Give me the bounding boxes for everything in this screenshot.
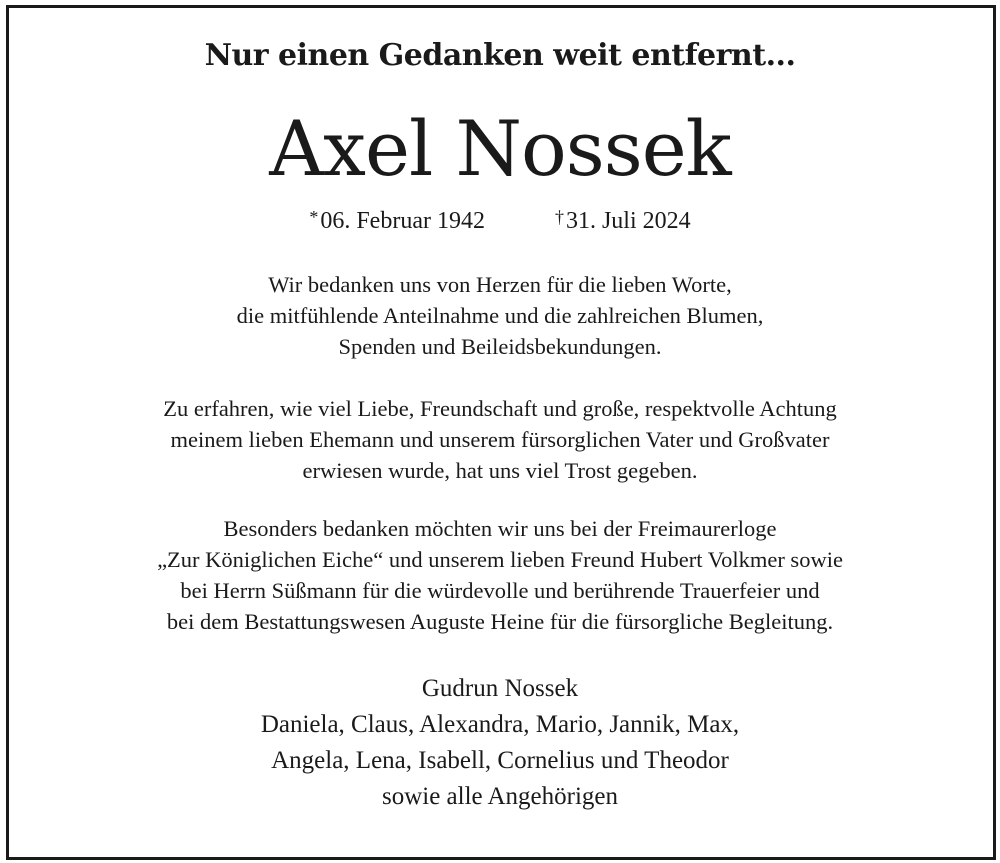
signatory-line: sowie alle Angehörigen — [381, 783, 619, 810]
signatory-line: Angela, Lena, Isabell, Cornelius und Theodor — [271, 747, 729, 774]
life-dates — [0, 200, 1000, 238]
paragraph-line: Besonders bedanken möchten wir uns bei der Freimaurerloge — [223, 516, 777, 541]
death-date: 31. Juli 2024 — [565, 208, 691, 234]
thanks-paragraph-3 — [0, 513, 1000, 637]
death-date-group — [555, 200, 691, 238]
thanks-paragraph-2 — [0, 393, 1000, 486]
signatory-line: Daniela, Claus, Alexandra, Mario, Jannik, Max, — [260, 711, 740, 738]
paragraph-line: Zu erfahren, wie viel Liebe, Freundschaft und große, respektvolle Achtung — [163, 396, 837, 421]
deceased-name: Axel Nossek — [269, 104, 731, 193]
birth-date: 06. Februar 1942 — [320, 208, 485, 234]
paragraph-line: erwiesen wurde, hat uns viel Trost gegeben. — [302, 458, 698, 483]
paragraph-line: meinem lieben Ehemann und unserem fürsorglichen Vater und Großvater — [170, 427, 830, 452]
signatory-line: Gudrun Nossek — [421, 675, 579, 702]
paragraph-line: bei Herrn Süßmann für die würdevolle und berührende Trauerfeier und — [180, 578, 820, 603]
paragraph-line: „Zur Königlichen Eiche“ und unserem lieben Freund Hubert Volkmer sowie — [157, 547, 843, 572]
paragraph-line: die mitfühlende Anteilnahme und die zahlreichen Blumen, — [236, 303, 764, 328]
thanks-paragraph-1 — [0, 269, 1000, 362]
birth-symbol: * — [309, 207, 319, 227]
signatories — [0, 671, 1000, 815]
paragraph-line: Wir bedanken uns von Herzen für die lieben Worte, — [268, 272, 732, 297]
death-symbol: † — [554, 207, 564, 227]
paragraph-line: bei dem Bestattungswesen Auguste Heine für die fürsorgliche Begleitung. — [166, 609, 834, 634]
headline: Nur einen Gedanken weit entfernt... — [204, 38, 796, 73]
birth-date-group — [309, 200, 485, 238]
paragraph-line: Spenden und Beileidsbekundungen. — [338, 334, 662, 359]
